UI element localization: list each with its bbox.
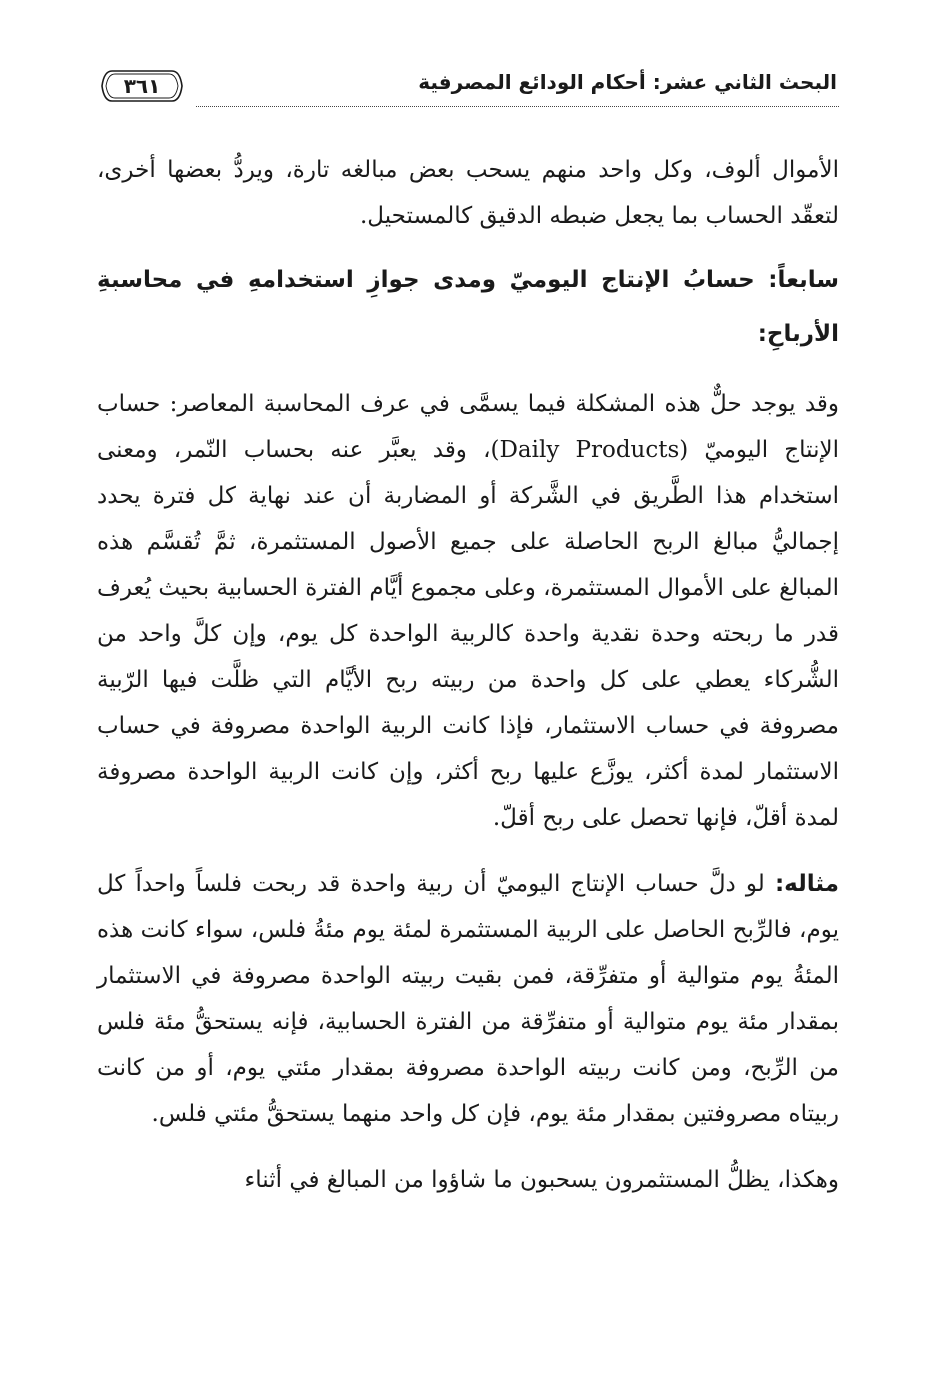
page-body [97,147,839,1203]
page-number: ٣٦١ [123,74,161,98]
example-text: لو دلَّ حساب الإنتاج اليوميّ أن ربية واحدة قد ربحت فلساً واحداً كل يوم، فالرِّبح الحاصل على الربية المستثمرة لمئة يوم مئةُ فلس، سواء كانت هذه المئةُ يوم متوالية أو متفرِّقة، فمن بقيت ربيته الواحدة مصروفة في الاستثمار بمقدار مئة يوم متوالية أو متفرِّقة من الفترة الحسابية، فإنه يستحقُّ مئة فلس من الرِّبح، ومن كانت ربيته الواحدة مصروفة بمقدار مئتي يوم، أو من كانت ربيتاه مصروفتين بمقدار مئة يوم، فإن كل واحد منهما يستحقُّ مئتي فلس. [97,871,839,1127]
intro-paragraph: الأموال ألوف، وكل واحد منهم يسحب بعض مبالغه تارة، ويردُّ بعضها أخرى، لتعقّد الحساب بما يجعل ضبطه الدقيق كالمستحيل. [97,157,839,229]
example-paragraph [97,861,839,1137]
closing-paragraph: وهكذا، يظلُّ المستثمرون يسحبون ما شاؤوا من المبالغ في أثناء [244,1167,839,1193]
page-number-badge [100,68,184,104]
body-paragraph: وقد يوجد حلٌّ هذه المشكلة فيما يسمَّى في عرف المحاسبة المعاصر: حساب الإنتاج اليوميّ (Daily Products)، وقد يعبَّر عنه بحساب النّمر، ومعنى استخدام هذا الطَّريق في الشَّركة أو المضاربة أن عند نهاية كل فترة يحدد إجماليُّ مبالغ الربح الحاصلة على جميع الأصول المستثمرة، ثمَّ تُقسَّم هذه المبالغ على الأموال المستثمرة، وعلى مجموع أيَّام الفترة الحسابية بحيث يُعرف قدر ما ربحته وحدة نقدية واحدة كالربية الواحدة كل يوم، وإن كلَّ واحد من الشُّركاء يعطي على كل واحدة من ربيته ربح الأيَّام التي ظلَّت فيها الرّبية مصروفة في حساب الاستثمار، فإذا كانت الربية الواحدة مصروفة في حساب الاستثمار لمدة أكثر، يوزَّع عليها ربح أكثر، وإن كانت الربية الواحدة مصروفة لمدة أقلّ، فإنها تحصل على ربح أقلّ. [97,391,840,831]
header-divider [196,106,839,107]
section-heading: سابعاً: حسابُ الإنتاج اليوميّ ومدى جوازِ استخدامهِ في محاسبةِ الأرباحِ: [97,267,839,347]
running-title: البحث الثاني عشر: أحكام الودائع المصرفية [418,70,837,94]
example-label: مثاله: [774,871,839,897]
